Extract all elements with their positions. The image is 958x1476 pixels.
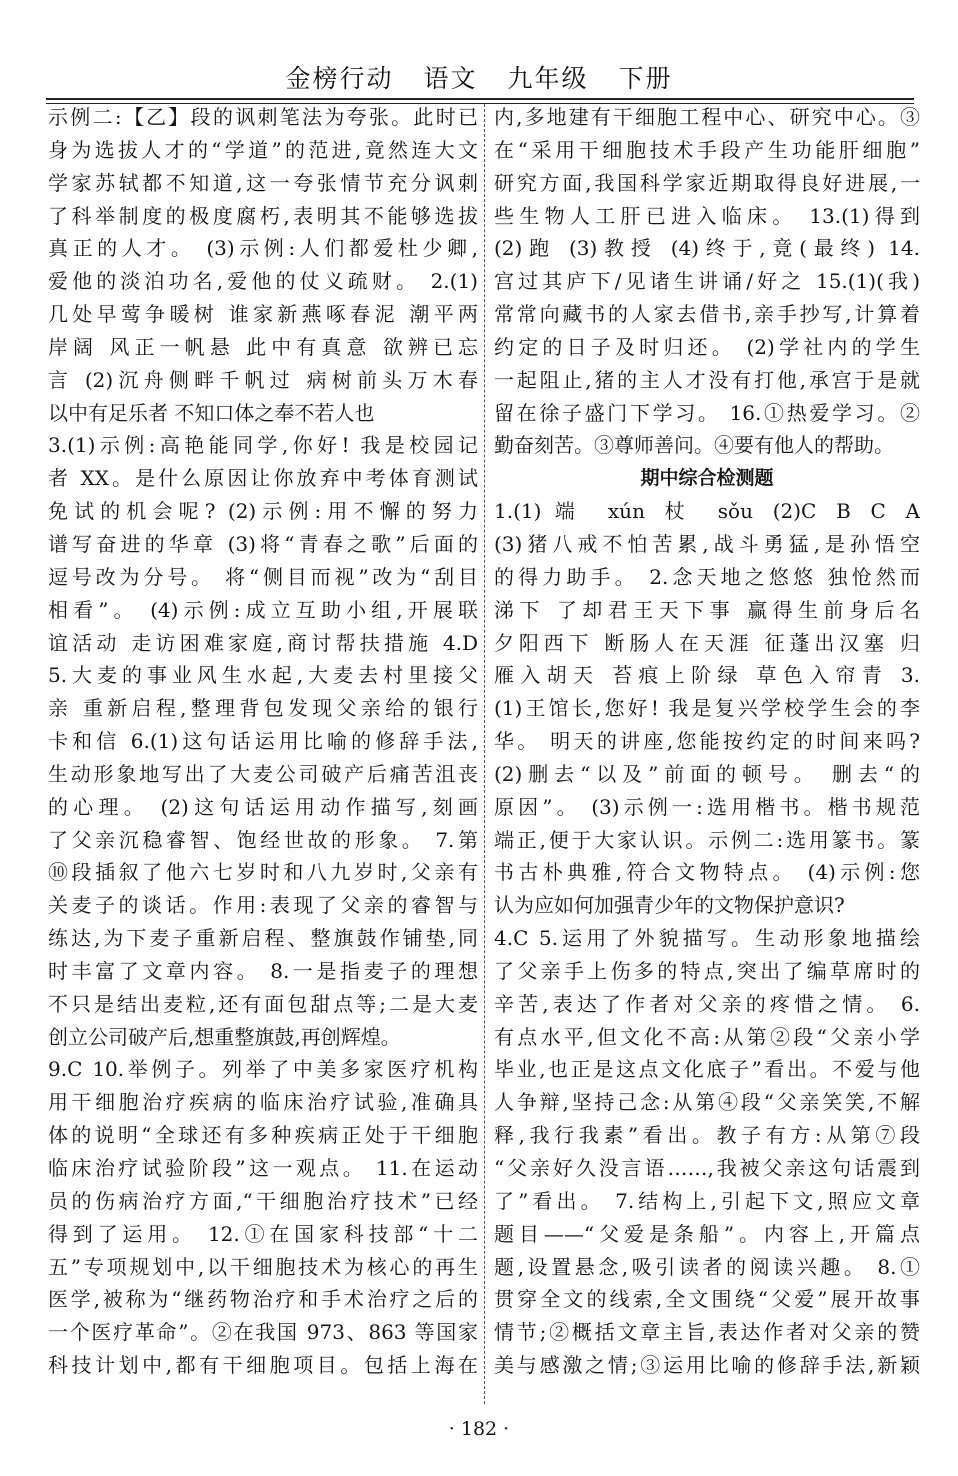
text-line: 毕业,也正是这点文化底子”看出。不爱与他 [494,1057,920,1082]
text-line: 勤奋刻苦。③尊师善问。④要有他人的帮助。 [494,433,894,458]
text-line: 科技计划中,都有干细胞项目。包括上海在 [48,1353,478,1378]
text-line: 题,设置悬念,吸引读者的阅读兴趣。 8.① [494,1254,920,1279]
page-number: · 182 · [448,1418,510,1440]
text-line: 留在徐子盛门下学习。 16.①热爱学习。② [494,400,920,425]
subject-label: 语文 [423,64,478,93]
text-line: 3.(1)示例:高艳能同学,你好! 我是校园记 [48,433,478,458]
text-line: 示例二:【乙】段的讽刺笔法为夸张。此时已 [48,105,478,129]
text-line: 辛苦,表达了作者对父亲的疼惜之情。 6. [494,991,920,1016]
text-line: 题目——“父爱是条船”。内容上,开篇点 [494,1221,920,1246]
text-line: 五”专项规划中,以干细胞技术为核心的再生 [48,1254,478,1279]
text-line: 临床治疗试验阶段”这一观点。 11.在运动 [48,1156,478,1180]
text-line: 5.大麦的事业风生水起,大麦去村里接父 [48,663,478,688]
text-line: 在“采用干细胞技术手段产生功能肝细胞” [494,137,920,162]
text-line: (3)猪八戒不怕苦累,战斗勇猛,是孙悟空 [494,531,920,556]
text-line: 一个医疗革命”。②在我国 973、863 等国家 [48,1320,478,1345]
text-line: 爱他的淡泊功名,爱他的仗义疏财。 2.(1) [48,269,478,294]
text-line: 涕下 了却君王天下事 赢得生前身后名 [494,597,920,622]
text-line: 生动形象地写出了大麦公司破产后痛苦沮丧 [48,761,478,786]
text-line: 雁入胡天 苔痕上阶绿 草色入帘青 3. [494,663,920,688]
book-title: 金榜行动 [285,64,394,93]
text-line: 一起阻止,猪的主人才没有打他,承宫于是就 [494,367,920,392]
text-line: 免试的机会呢? (2)示例:用不懈的努力 [48,499,478,524]
text-line: 几处早莺争暖树 谁家新燕啄春泥 潮平两 [48,302,478,327]
text-line: 了父亲沉稳睿智、饱经世故的形象。 7.第 [48,827,478,852]
text-line: 关麦子的谈话。作用:表现了父亲的睿智与 [48,893,478,918]
text-line: (1)王馆长,您好! 我是复兴学校学生会的李 [494,696,920,721]
text-line: 的心理。 (2)这句话运用动作描写,刻画 [48,794,478,819]
text-line: 练达,为下麦子重新启程、整旗鼓作铺垫,同 [48,926,478,951]
text-line: 得到了运用。 12.①在国家科技部“十二 [48,1221,478,1246]
text-line: (2)删去“以及”前面的顿号。 删去“的 [494,761,920,786]
right-column [494,101,920,1382]
text-line: 贯穿全文的线索,全文围绕“父爱”展开故事 [494,1287,920,1312]
text-line: 者 XX。是什么原因让你放弃中考体育测试 [48,466,478,491]
text-line: 亲 重新启程,整理背包发现父亲给的银行 [48,696,478,721]
text-line: 释,我行我素”看出。教子有方:从第⑦段 [494,1123,920,1148]
text-line: 夕阳西下 断肠人在天涯 征蓬出汉塞 归 [494,630,920,655]
text-line: 体的说明“全球还有多种疾病正处于干细胞 [48,1123,478,1148]
text-line: 常常向藏书的人家去借书,亲手抄写,计算着 [494,302,920,327]
text-line: 谱写奋进的华章 (3)将“青春之歌”后面的 [48,531,478,556]
section-heading: 期中综合检测题 [640,467,774,490]
text-line: 创立公司破产后,想重整旗鼓,再创辉煌。 [48,1024,401,1049]
text-line: 原因”。 (3)示例一:选用楷书。楷书规范 [494,794,920,819]
text-line: 言 (2)沉舟侧畔千帆过 病树前头万木春 [48,367,478,392]
volume-label: 下册 [618,64,673,93]
text-line: 些生物人工肝已进入临床。 13.(1)得到 [494,203,920,228]
text-line: 1.(1)端 xún 杖 sǒu (2)C B C A [494,499,920,524]
text-line: 研究方面,我国科学家近期取得良好进展,一 [494,170,920,195]
text-line: 人争辩,坚持己念:从第④段“父亲笑笑,不解 [494,1090,920,1115]
text-line: “父亲好久没言语……,我被父亲这句话震到 [494,1156,920,1180]
column-divider [484,104,485,1404]
text-line: 华。 明天的讲座,您能按约定的时间来吗? [494,729,920,754]
text-line: 相看”。 (4)示例:成立互助小组,开展联 [48,597,478,622]
text-line: 卡和信 6.(1)这句话运用比喻的修辞手法, [48,729,478,754]
text-line: 时丰富了文章内容。 8.一是指麦子的理想 [48,958,478,983]
left-column [48,101,478,1382]
text-line: 用干细胞治疗疾病的临床治疗试验,准确具 [48,1090,478,1115]
text-line: 约定的日子及时归还。 (2)学社内的学生 [494,334,920,359]
grade-label: 九年级 [507,64,589,93]
text-line: 书古朴典雅,符合文物特点。 (4)示例:您 [494,860,920,885]
text-line: 美与感激之情;③运用比喻的修辞手法,新颖 [494,1353,920,1378]
text-line: 有点水平,但文化不高:从第②段“父亲小学 [494,1024,920,1049]
text-line: 了科举制度的极度腐朽,表明其不能够选拔 [48,203,478,228]
text-line: 情节;②概括文章主旨,表达作者对父亲的赞 [494,1320,920,1345]
text-line: 学家苏轼都不知道,这一夸张情节充分讽刺 [48,170,478,195]
text-line: 4.C 5.运用了外貌描写。生动形象地描绘 [494,926,920,951]
text-line: 医学,被称为“继药物治疗和手术治疗之后的 [48,1287,478,1312]
text-line: 以中有足乐者 不知口体之奉不若人也 [48,400,375,425]
text-line: 岸阔 风正一帆悬 此中有真意 欲辨已忘 [48,334,478,359]
text-line: 9.C 10.举例子。列举了中美多家医疗机构 [48,1057,478,1082]
text-line: 宫过其庐下/见诸生讲诵/好之 15.(1)(我) [494,269,920,294]
text-line: 真正的人才。 (3)示例:人们都爱杜少卿, [48,236,478,261]
text-line: 了”看出。 7.结构上,引起下文,照应文章 [494,1188,920,1213]
text-line: 不只是结出麦粒,还有面包甜点等;二是大麦 [48,991,478,1016]
text-line: 员的伤病治疗方面,“干细胞治疗技术”已经 [48,1188,478,1213]
header-rule [46,98,914,100]
text-line: 认为应如何加强青少年的文物保护意识? [494,893,845,918]
page-header [0,62,958,96]
text-line: 逗号改为分号。 将“侧目而视”改为“刮目 [48,564,478,589]
text-line: 内,多地建有干细胞工程中心、研究中心。③ [494,105,920,129]
text-line: 谊活动 走访困难家庭,商讨帮扶措施 4.D [48,630,478,655]
text-line: 端正,便于大家认识。示例二:选用篆书。篆 [494,827,920,852]
text-line: 的得力助手。 2.念天地之悠悠 独怆然而 [494,564,920,589]
text-line: 身为选拔人才的“学道”的范进,竟然连大文 [48,137,478,162]
text-line: 了父亲手上伤多的特点,突出了编草席时的 [494,958,920,983]
text-line: (2)跑 (3)教授 (4)终于,竟(最终) 14. [494,236,920,261]
text-line: ⑩段插叙了他六七岁时和八九岁时,父亲有 [48,860,478,885]
